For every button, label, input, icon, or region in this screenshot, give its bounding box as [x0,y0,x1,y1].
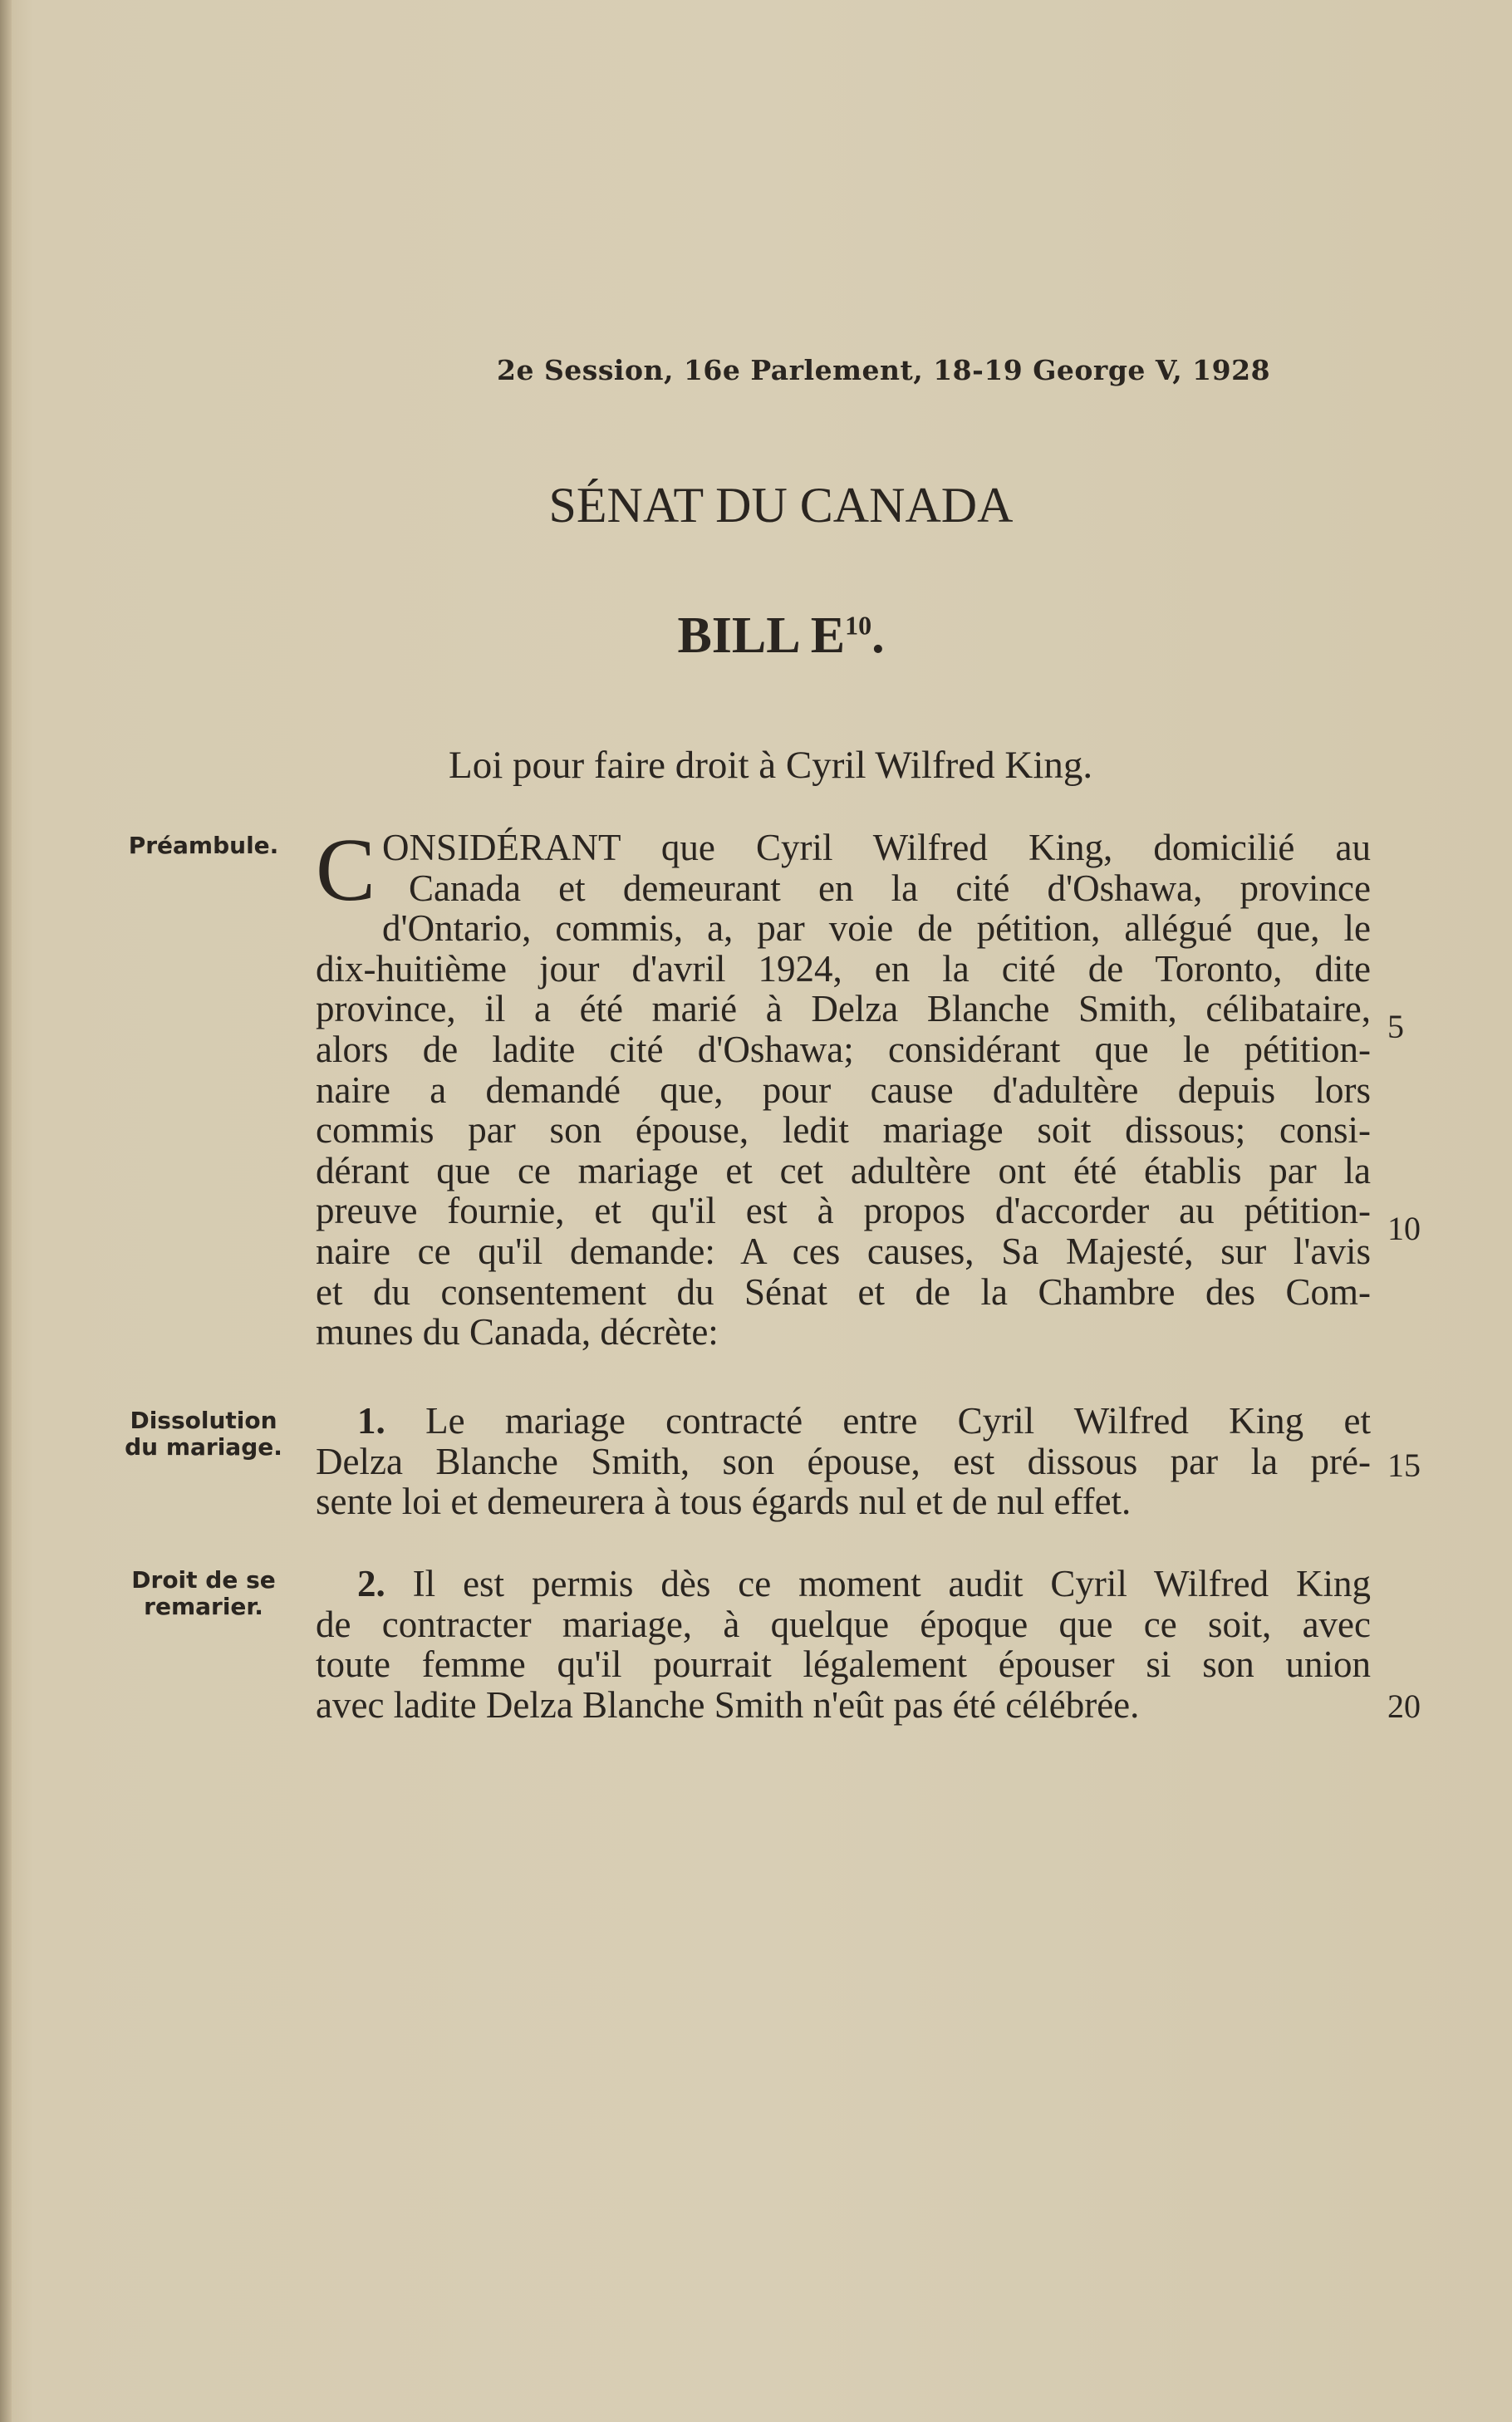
section-line: Le mariage contracté entre Cyril Wilfred King et [425,1400,1372,1442]
section-line: avec ladite Delza Blanche Smith n'eût pas été célébrée. [316,1683,1140,1726]
section-line: de contracter mariage, à quelque époque que ce soit, avec [316,1603,1371,1645]
chamber-title: SÉNAT DU CANADA [548,478,1014,533]
section-2-number: 2. [357,1563,385,1604]
preamble-line: province, il a été marié à Delza Blanche Smith, célibataire, [316,988,1371,1030]
bill-title: Loi pour faire droit à Cyril Wilfred King. [449,744,1093,787]
section-1-first-line [316,1401,1371,1442]
section-1-text [316,1401,1371,1522]
preamble-line: preuve fournie, et qu'il est à propos d'accorder au pétition- [316,1190,1371,1232]
section-line: toute femme qu'il pourrait légalement épouser si son union [316,1643,1371,1686]
line-number: 10 [1387,1210,1421,1247]
line-number: 15 [1387,1447,1421,1484]
bill-suffix: . [871,607,885,664]
preamble-line: commis par son épouse, ledit mariage soit dissous; consi- [316,1109,1371,1152]
preamble-line: Canada et demeurant en la cité d'Oshawa, province [409,867,1371,909]
bill-label: BILL E [677,607,846,664]
page-edge [0,0,12,2422]
preamble-line: munes du Canada, décrète: [316,1311,719,1353]
bill-number [0,607,1512,666]
margin-note-dissolution: Dissolution du mariage. [125,1407,282,1461]
preamble-line: et du consentement du Sénat et de la Chambre des Com- [316,1270,1371,1313]
preamble-text [316,821,1371,1353]
bill-superscript: 10 [845,610,872,641]
section-line: Il est permis dès ce moment audit Cyril Wilfred King [412,1563,1372,1604]
preamble-line: alors de ladite cité d'Oshawa; considérant que le pétition- [316,1028,1371,1070]
line-number: 20 [1387,1688,1421,1725]
margin-note-preamble: Préambule. [128,832,279,859]
preamble-line: dix-huitième jour d'avril 1924, en la cité de Toronto, dite [316,947,1371,990]
dropcap: C [316,821,376,920]
preamble-line: naire ce qu'il demande: A ces causes, Sa Majesté, sur l'avis [316,1230,1371,1272]
section-2-text [316,1564,1371,1725]
preamble-line: naire a demandé que, pour cause d'adultère depuis lors [316,1069,1371,1111]
section-1-number: 1. [357,1400,385,1442]
section-line: Delza Blanche Smith, son épouse, est dissous par la pré- [316,1440,1371,1482]
section-2-first-line [316,1564,1371,1604]
section-line: sente loi et demeurera à tous égards nul et de nul effet. [316,1481,1132,1523]
session-header: 2e Session, 16e Parlement, 18-19 George V, 1928 [497,354,1271,386]
preamble-line: d'Ontario, commis, a, par voie de pétition, allégué que, le [382,907,1371,950]
margin-note-remarry: Droit de se remarier. [131,1566,276,1620]
line-number: 5 [1387,1008,1404,1045]
preamble-line: dérant que ce mariage et cet adultère ont été établis par la [316,1149,1371,1191]
preamble-line: ONSIDÉRANT que Cyril Wilfred King, domicilié au [382,827,1371,868]
